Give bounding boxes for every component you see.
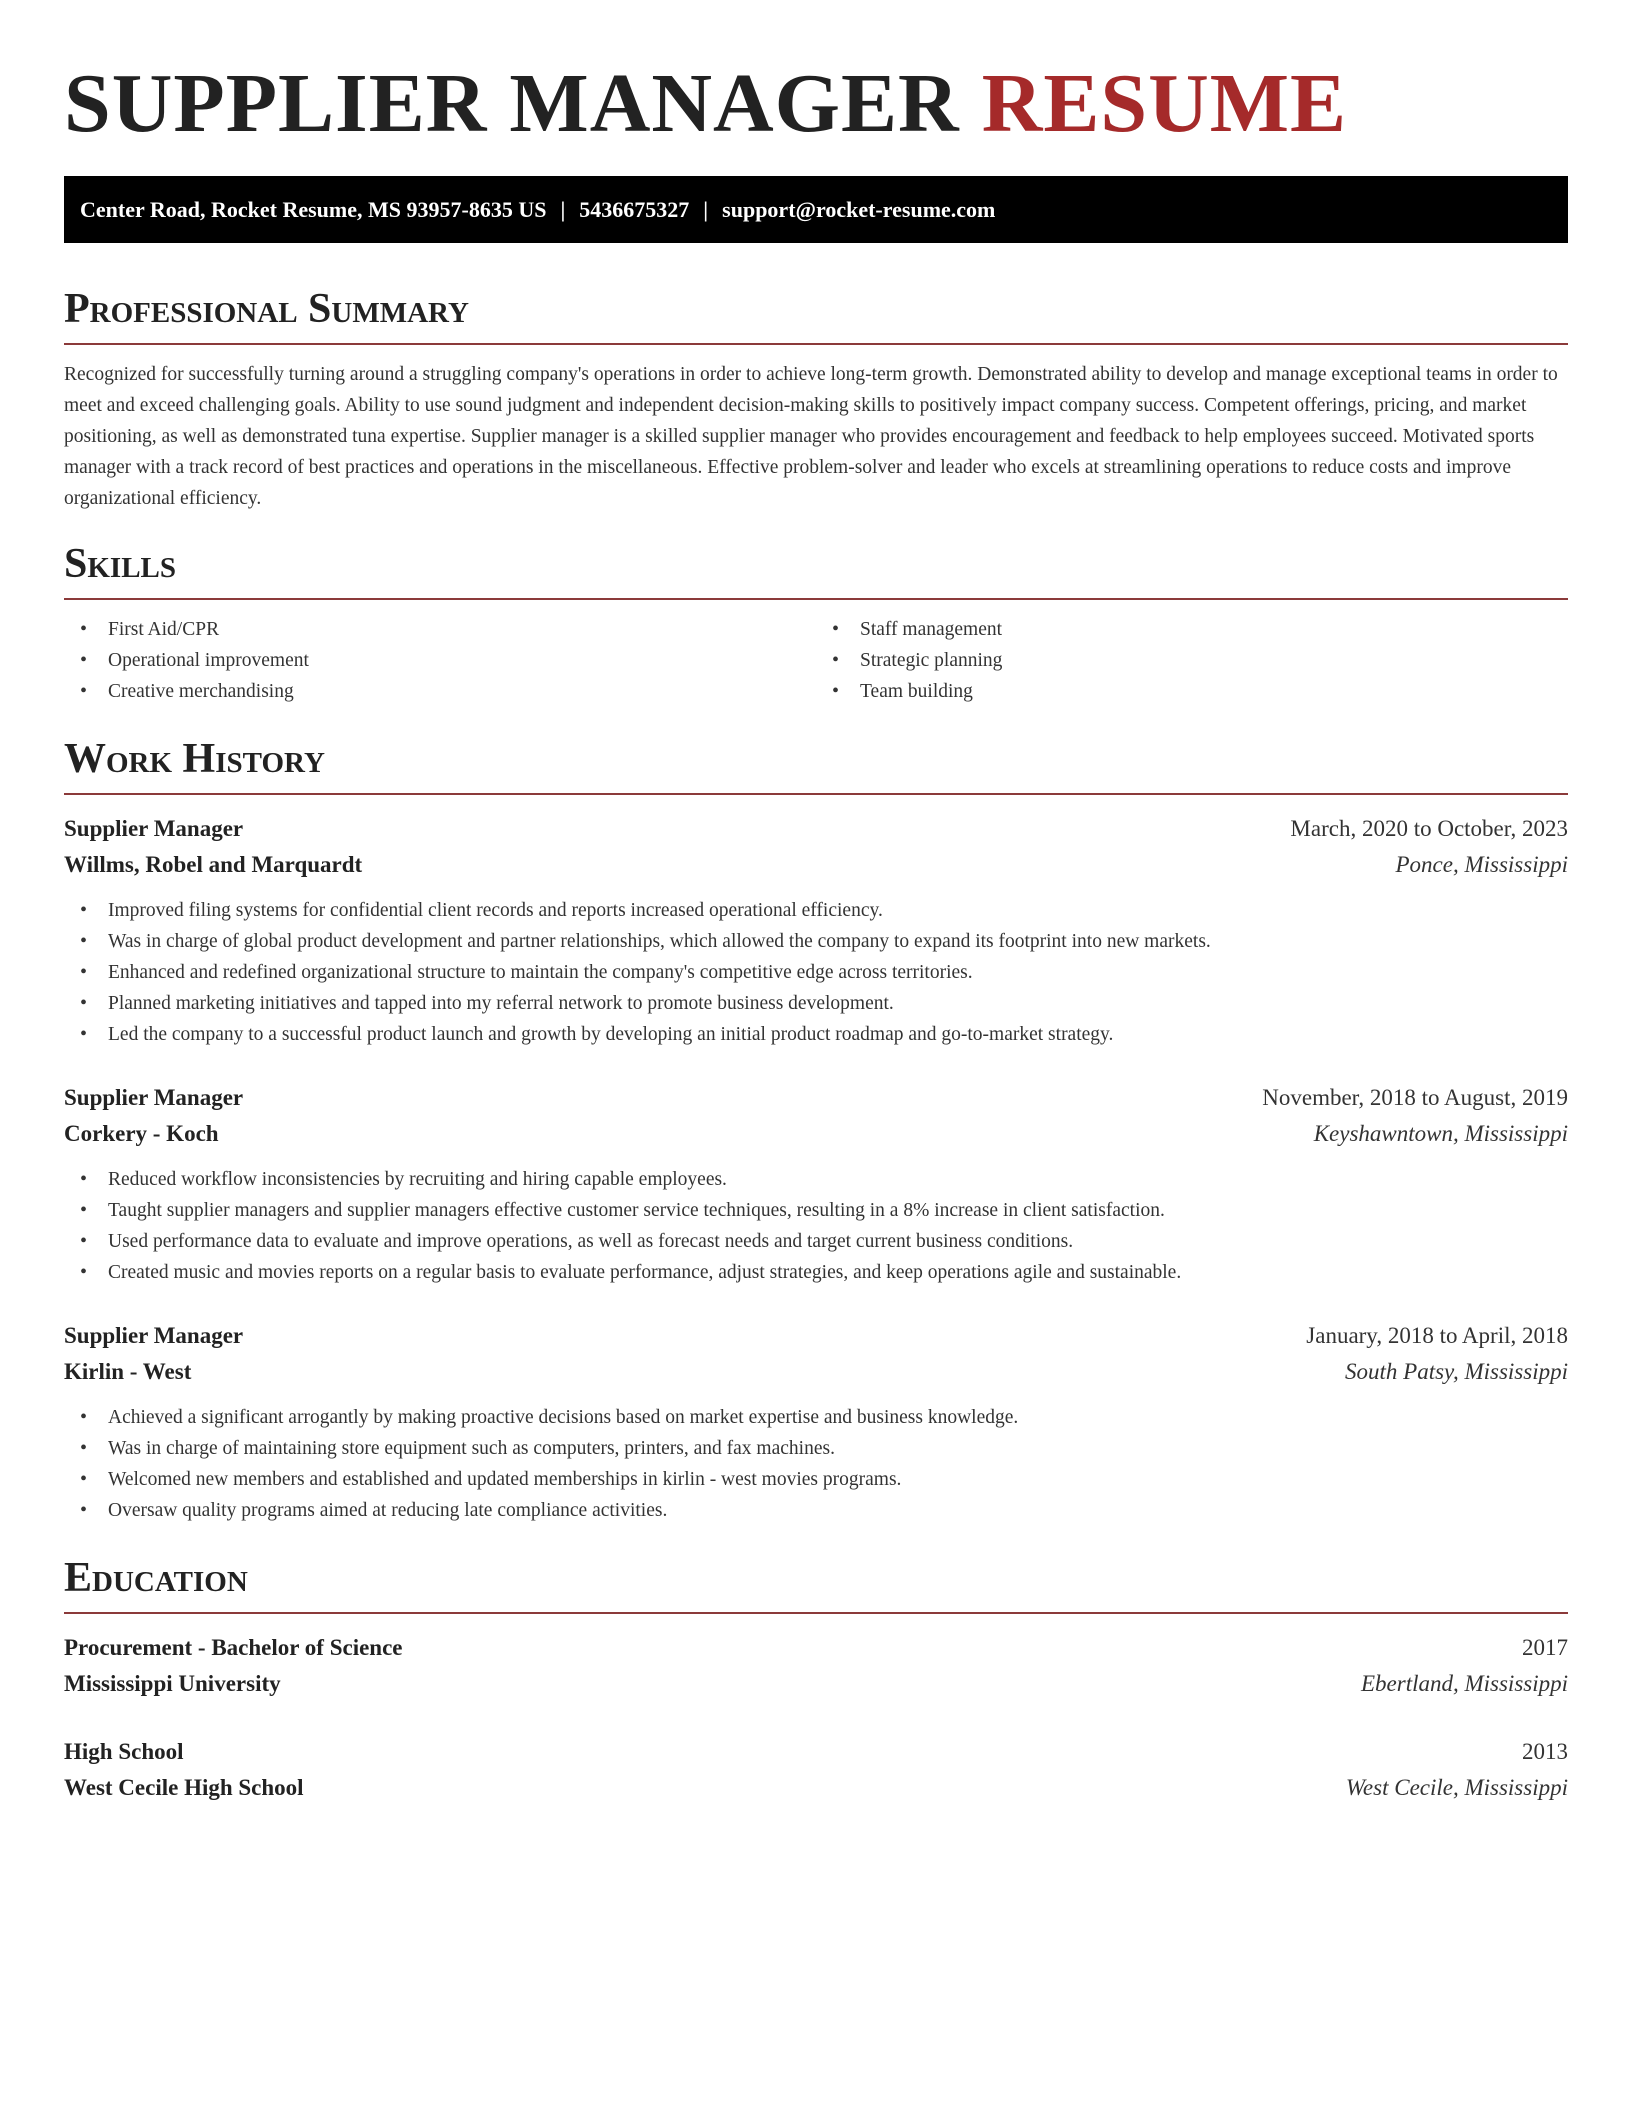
bullet-icon: • <box>80 649 88 671</box>
education-degree: High School <box>64 1739 184 1764</box>
skill-item <box>64 645 816 676</box>
job-bullets <box>64 1402 1568 1526</box>
skill-label: Strategic planning <box>860 650 1003 671</box>
contact-email: support@rocket-resume.com <box>722 197 996 222</box>
job-bullet-text: Led the company to a successful product launch and growth by developing an initial product roadmap and go-to-market strategy. <box>108 1024 1114 1045</box>
job-bullet <box>64 1402 1568 1433</box>
job-bullet-text: Enhanced and redefined organizational structure to maintain the company's competitive edge across territories. <box>108 962 973 983</box>
job-bullet <box>64 1195 1568 1226</box>
education-heading: Education <box>64 1555 248 1601</box>
contact-bar <box>64 176 1568 243</box>
job-bullets <box>64 895 1568 1050</box>
skills-columns <box>64 614 1568 707</box>
bullet-icon: • <box>80 930 88 952</box>
skills-column-left <box>64 614 816 707</box>
job-bullet-text: Reduced workflow inconsistencies by recruiting and hiring capable employees. <box>108 1169 727 1190</box>
education-year: 2017 <box>1522 1635 1568 1660</box>
education-location: West Cecile, Mississippi <box>1345 1775 1568 1800</box>
education-school: West Cecile High School <box>64 1775 304 1800</box>
bullet-icon: • <box>80 992 88 1014</box>
job-company: Corkery - Koch <box>64 1121 219 1146</box>
education-header-row <box>64 1734 1568 1770</box>
job-entry <box>64 1318 1568 1526</box>
job-bullet-text: Improved filing systems for confidential client records and reports increased operational efficiency. <box>108 900 883 921</box>
job-entry <box>64 1080 1568 1288</box>
section-divider <box>64 793 1568 795</box>
job-bullet-text: Created music and movies reports on a regular basis to evaluate performance, adjust strategies, and keep operations agile and sustainable. <box>108 1262 1182 1283</box>
contact-separator: | <box>703 197 709 222</box>
job-dates: November, 2018 to August, 2019 <box>1262 1085 1568 1110</box>
job-company-row <box>64 1116 1568 1152</box>
job-bullet <box>64 1464 1568 1495</box>
education-school-row <box>64 1666 1568 1702</box>
job-location: Ponce, Mississippi <box>1395 852 1568 877</box>
job-company: Kirlin - West <box>64 1359 192 1384</box>
skill-label: Staff management <box>860 619 1003 640</box>
contact-phone: 5436675327 <box>579 197 690 222</box>
skill-item <box>816 676 1568 707</box>
bullet-icon: • <box>80 1437 88 1459</box>
skills-section <box>64 540 1568 707</box>
bullet-icon: • <box>80 1230 88 1252</box>
job-location: South Patsy, Mississippi <box>1345 1359 1568 1384</box>
education-school-row <box>64 1770 1568 1806</box>
contact-separator: | <box>560 197 566 222</box>
job-bullet <box>64 988 1568 1019</box>
skill-label: Team building <box>860 681 973 702</box>
skill-label: First Aid/CPR <box>108 619 220 640</box>
work-history-section <box>64 735 1568 1526</box>
education-entry <box>64 1734 1568 1806</box>
contact-address: Center Road, Rocket Resume, MS 93957-8635 US <box>80 197 547 222</box>
job-bullet <box>64 1257 1568 1288</box>
bullet-icon: • <box>80 1499 88 1521</box>
work-history-heading: Work History <box>64 736 325 782</box>
section-divider <box>64 343 1568 345</box>
job-bullets <box>64 1164 1568 1288</box>
job-dates: January, 2018 to April, 2018 <box>1306 1323 1568 1348</box>
job-title: Supplier Manager <box>64 1323 244 1348</box>
title-accent: RESUME <box>981 57 1348 150</box>
bullet-icon: • <box>80 1468 88 1490</box>
education-section <box>64 1554 1568 1806</box>
education-year: 2013 <box>1522 1739 1568 1764</box>
job-header-row <box>64 811 1568 847</box>
job-bullet <box>64 926 1568 957</box>
job-bullet <box>64 1164 1568 1195</box>
job-entry <box>64 811 1568 1050</box>
summary-section <box>64 285 1568 514</box>
bullet-icon: • <box>80 618 88 640</box>
skill-label: Creative merchandising <box>108 681 294 702</box>
education-location: Ebertland, Mississippi <box>1360 1671 1568 1696</box>
job-bullet-text: Was in charge of maintaining store equipment such as computers, printers, and fax machines. <box>108 1438 835 1459</box>
bullet-icon: • <box>832 618 840 640</box>
job-company: Willms, Robel and Marquardt <box>64 852 363 877</box>
job-company-row <box>64 847 1568 883</box>
skill-label: Operational improvement <box>108 650 309 671</box>
skill-item <box>816 614 1568 645</box>
job-bullet-text: Welcomed new members and established and updated memberships in kirlin - west movies programs. <box>108 1469 902 1490</box>
skill-item <box>64 614 816 645</box>
education-degree: Procurement - Bachelor of Science <box>64 1635 403 1660</box>
job-bullet <box>64 1495 1568 1526</box>
skills-heading: Skills <box>64 541 177 587</box>
job-bullet <box>64 957 1568 988</box>
bullet-icon: • <box>80 1261 88 1283</box>
job-bullet-text: Planned marketing initiatives and tapped into my referral network to promote business development. <box>108 993 894 1014</box>
skill-item <box>816 645 1568 676</box>
job-bullet-text: Taught supplier managers and supplier managers effective customer service techniques, resulting in a 8% increase in client satisfaction. <box>108 1200 1165 1221</box>
summary-text: Recognized for successfully turning around a struggling company's operations in order to achieve long-term growth. Demonstrated ability to develop and manage exceptional teams in order to meet and exceed challenging goals. Ability to use sound judgment and independent decision-making skills to positively impact company success. Competent offerings, pricing, and market positioning, as well as demonstrated tuna expertise. Supplier manager is a skilled supplier manager who provides encouragement and feedback to help employees succeed. Motivated sports manager with a track record of best practices and operations in the miscellaneous. Effective problem-solver and leader who excels at streamlining operations to reduce costs and improve organizational efficiency. <box>64 364 1558 509</box>
section-divider <box>64 598 1568 600</box>
job-bullet <box>64 895 1568 926</box>
job-title: Supplier Manager <box>64 1085 244 1110</box>
bullet-icon: • <box>832 680 840 702</box>
job-title: Supplier Manager <box>64 816 244 841</box>
job-company-row <box>64 1354 1568 1390</box>
section-divider <box>64 1612 1568 1614</box>
job-header-row <box>64 1318 1568 1354</box>
resume-title <box>64 56 1568 152</box>
job-bullet <box>64 1019 1568 1050</box>
bullet-icon: • <box>832 649 840 671</box>
job-bullet <box>64 1226 1568 1257</box>
education-school: Mississippi University <box>64 1671 281 1696</box>
bullet-icon: • <box>80 1199 88 1221</box>
bullet-icon: • <box>80 1406 88 1428</box>
education-header-row <box>64 1630 1568 1666</box>
job-bullet-text: Was in charge of global product development and partner relationships, which allowed the company to expand its footprint into new markets. <box>108 931 1211 952</box>
job-dates: March, 2020 to October, 2023 <box>1290 816 1568 841</box>
job-bullet-text: Oversaw quality programs aimed at reducing late compliance activities. <box>108 1500 668 1521</box>
job-bullet <box>64 1433 1568 1464</box>
job-bullet-text: Achieved a significant arrogantly by making proactive decisions based on market expertise and business knowledge. <box>108 1407 1019 1428</box>
bullet-icon: • <box>80 961 88 983</box>
title-main: SUPPLIER MANAGER <box>64 57 960 150</box>
job-location: Keyshawntown, Mississippi <box>1313 1121 1568 1146</box>
bullet-icon: • <box>80 680 88 702</box>
skills-column-right <box>816 614 1568 707</box>
skill-item <box>64 676 816 707</box>
job-header-row <box>64 1080 1568 1116</box>
bullet-icon: • <box>80 1023 88 1045</box>
summary-heading: Professional Summary <box>64 286 469 332</box>
bullet-icon: • <box>80 1168 88 1190</box>
job-bullet-text: Used performance data to evaluate and improve operations, as well as forecast needs and target current business conditions. <box>108 1231 1074 1252</box>
bullet-icon: • <box>80 899 88 921</box>
education-entry <box>64 1630 1568 1702</box>
